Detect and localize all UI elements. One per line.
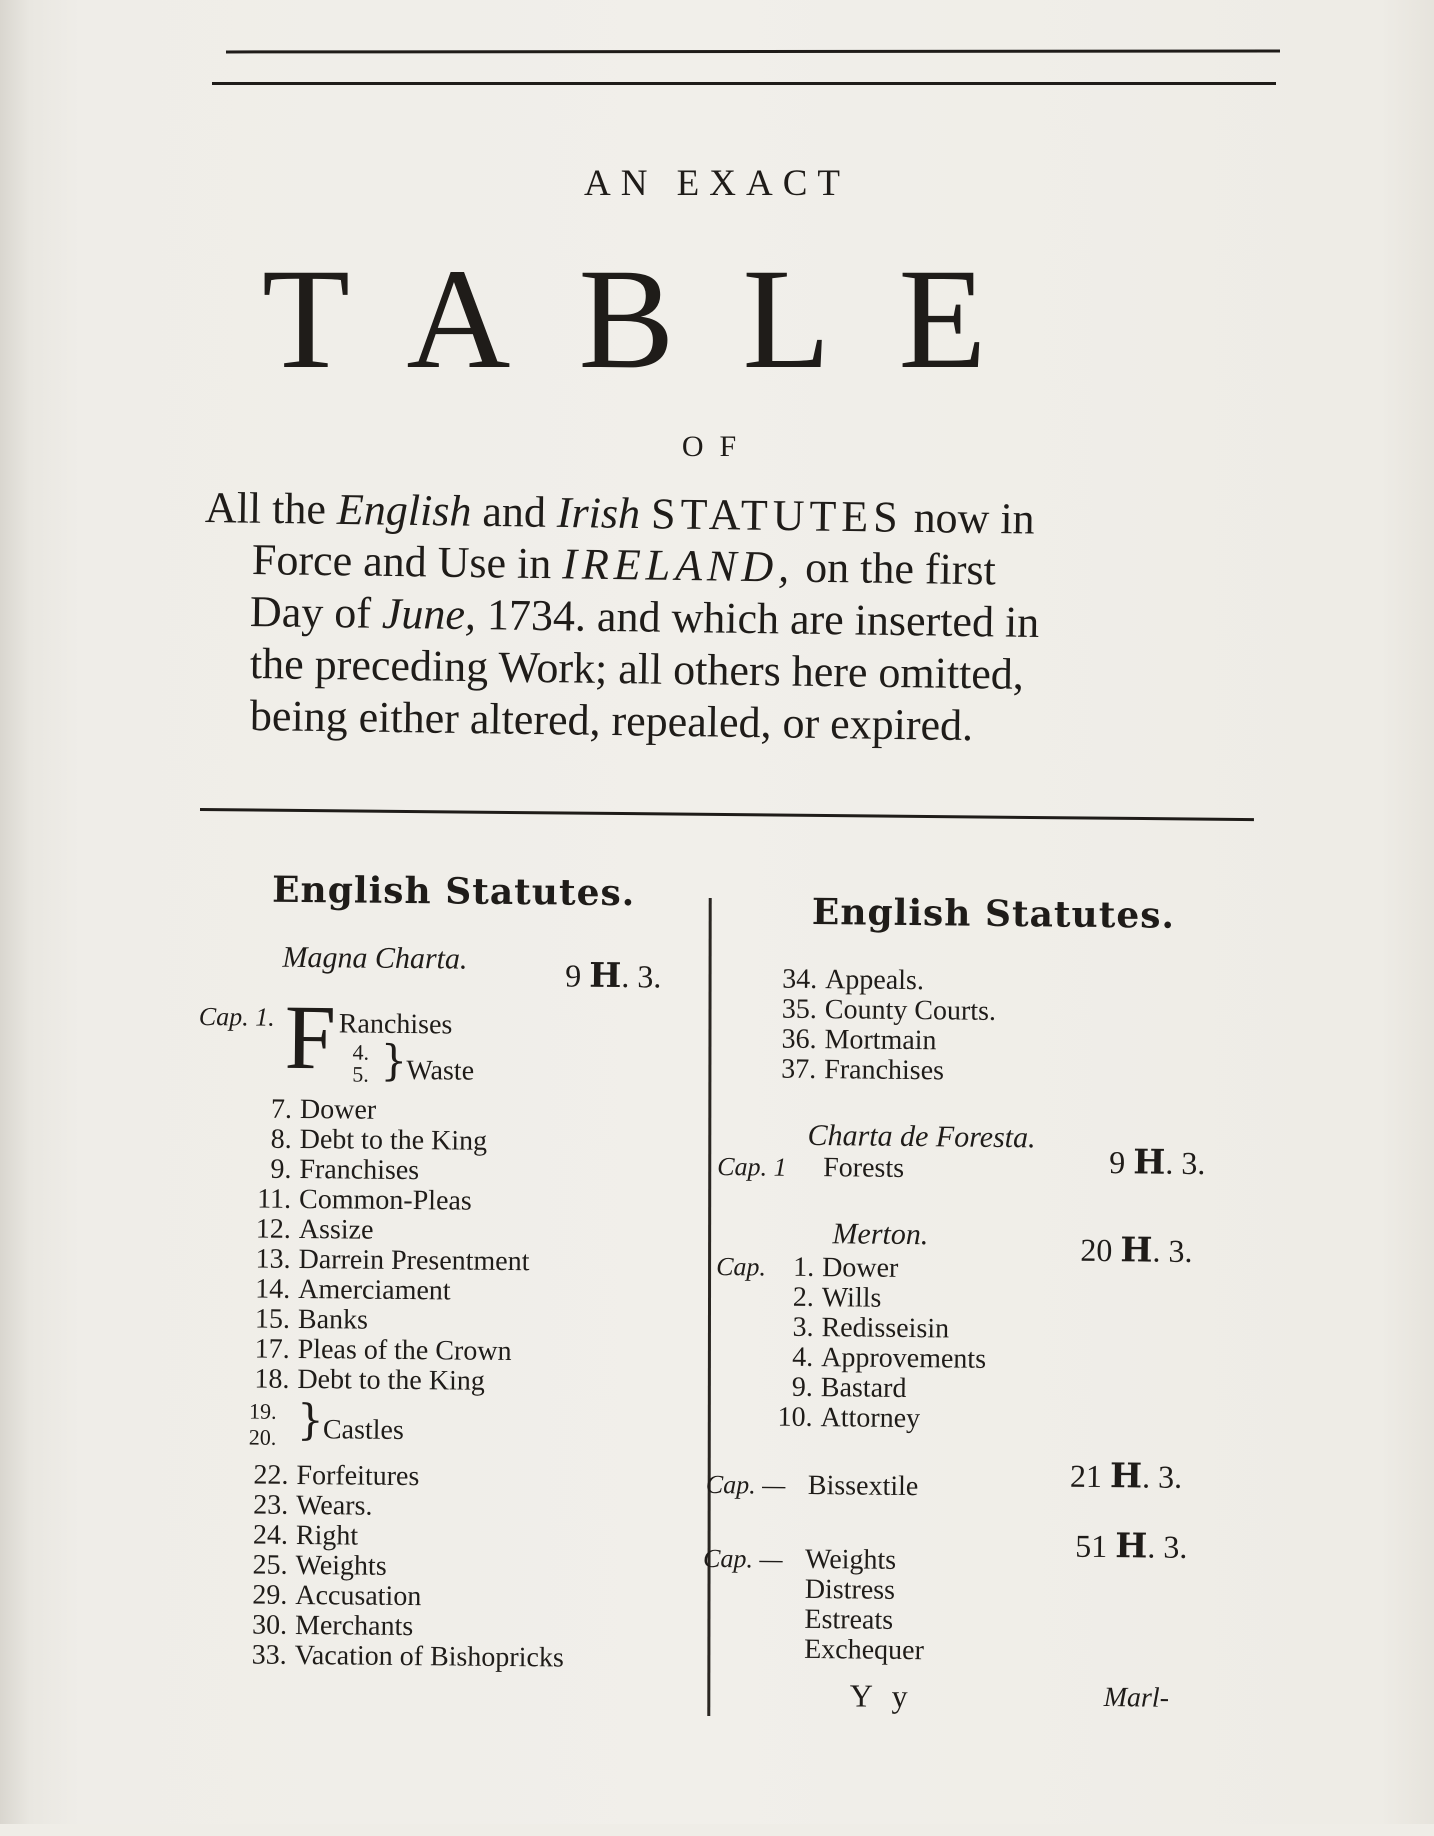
merton-entry-list — [764, 1253, 987, 1435]
king-letter: H — [1133, 1142, 1166, 1183]
entry-castles: Castles — [322, 1414, 404, 1446]
table-title: TABLE — [262, 240, 1055, 399]
right-column-heading: English Statutes. — [811, 890, 1176, 937]
list-item: 12. Assize — [255, 1213, 374, 1246]
king-letter: H — [589, 955, 622, 997]
merton-regnal: 20 H. 3. — [1080, 1230, 1193, 1271]
statutes-word: STATUTES — [650, 489, 903, 542]
king-letter: H — [1109, 1456, 1143, 1497]
list-item: 22. Forfeitures — [253, 1459, 420, 1493]
king-letter: H — [1115, 1526, 1148, 1567]
brace2-numbers: 19. 20. — [248, 1398, 277, 1450]
intro-line-5: being either altered, repealed, or expired. — [249, 691, 974, 751]
ireland-word: IRELAND, — [562, 539, 795, 592]
charta-de-foresta-title: Charta de Foresta. — [807, 1118, 1036, 1155]
list-item: Weights — [804, 1543, 897, 1576]
list-item: Exchequer — [803, 1633, 925, 1667]
list-item: 13. Darrein Presentment — [255, 1243, 530, 1278]
list-item: 34. Appeals. — [782, 963, 925, 997]
list-item: 30. Merchants — [251, 1609, 414, 1643]
june-word: June, — [381, 588, 477, 640]
brace-icon: } — [296, 1394, 324, 1445]
entry-waste: Waste — [406, 1054, 475, 1087]
king-letter: H — [1120, 1230, 1153, 1271]
list-item: 18. Debt to the King — [254, 1363, 485, 1397]
list-item: 1. Dower — [792, 1251, 899, 1284]
english-word: English — [336, 484, 472, 536]
weights-cap-label: Cap. — — [702, 1543, 783, 1574]
list-item: Distress — [804, 1573, 896, 1606]
bissextile-regnal: 21 H. 3. — [1069, 1456, 1183, 1497]
list-item: 15. Banks — [254, 1303, 369, 1336]
catchword: Marl- — [1103, 1682, 1170, 1714]
left-column-heading: English Statutes. — [271, 868, 636, 915]
entry-forests: Forests — [823, 1152, 905, 1184]
charta-cap-label: Cap. 1 — [717, 1151, 787, 1182]
brace-icon: } — [380, 1035, 408, 1085]
intro-line-1: All the English and Irish STATUTES now in — [204, 483, 1035, 544]
list-item: 2. Wills — [792, 1281, 882, 1314]
magna-charta-title: Magna Charta. — [282, 940, 468, 976]
intro-line-2: Force and Use in IRELAND, on the first — [251, 535, 997, 595]
charta-regnal: 9 H. 3. — [1109, 1142, 1206, 1183]
weights-entry-list — [804, 1545, 925, 1666]
list-item: 35. County Courts. — [781, 993, 997, 1027]
weights-regnal: 51 H. 3. — [1075, 1526, 1188, 1567]
an-exact-heading: AN EXACT — [583, 163, 850, 204]
cap-label: Cap. 1. — [198, 1001, 275, 1032]
list-item: 24. Right — [252, 1519, 359, 1552]
list-item: 7. Dower — [270, 1093, 377, 1126]
right-entry-list — [768, 965, 996, 1087]
signature-mark: Y y — [849, 1677, 914, 1715]
list-item: 17. Pleas of the Crown — [254, 1333, 512, 1368]
list-item: 14. Amerciament — [255, 1273, 451, 1307]
list-item: 3. Redisseisin — [792, 1311, 950, 1345]
bissextile-cap-label: Cap. — — [705, 1469, 786, 1500]
list-item: 9. Franchises — [270, 1153, 420, 1187]
entry-bissextile: Bissextile — [807, 1469, 919, 1503]
of-heading: OF — [681, 430, 753, 463]
list-item: 37. Franchises — [781, 1053, 945, 1087]
list-item: 9. Bastard — [791, 1371, 907, 1404]
list-item: 33. Vacation of Bishopricks — [251, 1639, 564, 1674]
list-item: 11. Common-Pleas — [257, 1183, 472, 1217]
list-item: 29. Accusation — [252, 1579, 422, 1613]
magna-charta-regnal: 9 H. 3. — [565, 955, 662, 997]
drop-cap: F — [284, 985, 337, 1089]
list-item: 4. Approvements — [792, 1341, 987, 1375]
merton-title: Merton. — [832, 1217, 929, 1252]
intro-line-3: Day of June, 1734. and which are inserted in — [249, 587, 1040, 648]
list-item: Estreats — [804, 1603, 894, 1636]
intro-line-4: the preceding Work; all others here omitted, — [249, 639, 1025, 699]
merton-cap-label: Cap. — [716, 1251, 767, 1282]
irish-word: Irish — [556, 487, 641, 539]
list-item: 36. Mortmain — [781, 1023, 937, 1057]
brace-numbers: 4. 5. — [352, 1039, 370, 1087]
entry-franchises: Ranchises — [338, 1008, 453, 1041]
list-item: 10. Attorney — [777, 1401, 921, 1435]
list-item: 23. Wears. — [253, 1489, 373, 1522]
list-item: 25. Weights — [252, 1549, 387, 1582]
list-item: 8. Debt to the King — [270, 1123, 488, 1157]
